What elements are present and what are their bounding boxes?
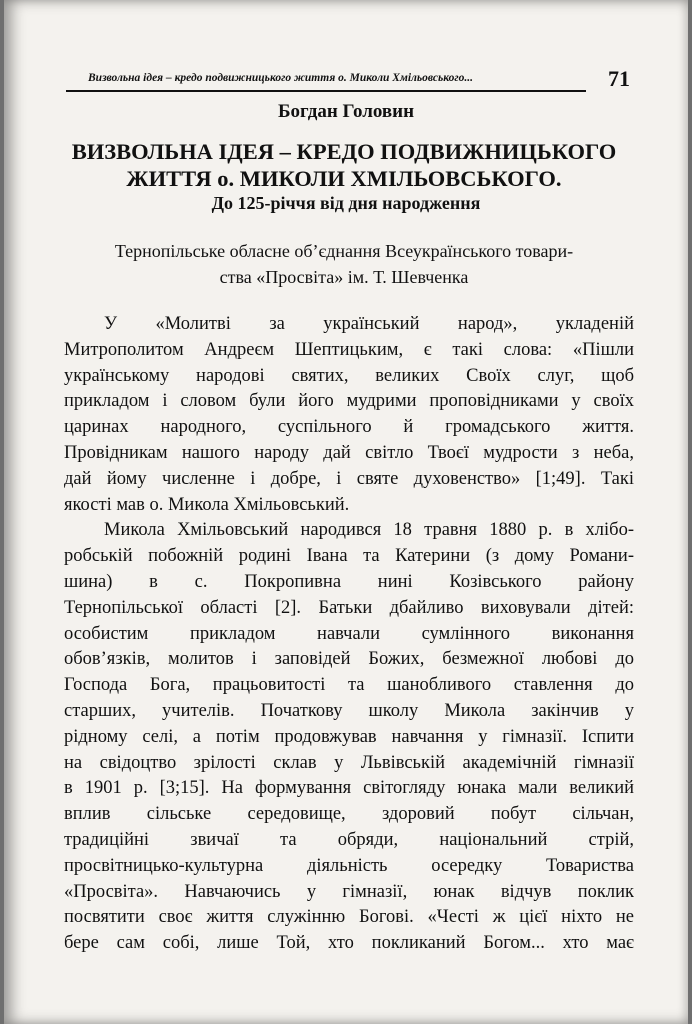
text-line: якості мав о. Микола Хмільовський.	[64, 494, 350, 515]
text-line: шина) в с. Покропивна нині Козівського району	[64, 571, 634, 592]
paragraph-1	[64, 312, 634, 518]
text-line: «Просвіта». Навчаючись у гімназії, юнак відчув поклик	[64, 881, 634, 902]
text-line: старших, учителів. Початкову школу Микола закінчив у	[64, 700, 634, 721]
text-line: Провідникам нашого народу дай світло Твоєї мудрости з неба,	[64, 442, 634, 463]
text-line: робській побожній родині Івана та Катерини (з дому Романи-	[64, 546, 634, 567]
text-line: бере сам собі, лише Той, хто покликаний Богом... хто має	[64, 933, 634, 954]
text-line: дай йому численне і добре, і святе духовенство» [1;49]. Такі	[64, 468, 634, 489]
text-line: традиційні звичаї та обряди, національний стрій,	[64, 829, 634, 850]
paragraph-2	[64, 518, 634, 957]
text-line: обов’язків, молитов і заповідей Божих, безмежної любові до	[64, 649, 634, 670]
text-line: прикладом і словом були його мудрими проповідниками у своїх	[64, 391, 634, 412]
text-line: в 1901 р. [3;15]. На формування світогляду юнака мали великий	[64, 778, 634, 799]
org-line-1: Тернопільське обласне об’єднання Всеукраїнського товари-	[114, 241, 574, 261]
text-line: особистим прикладом навчали сумлінного виконання	[64, 623, 634, 644]
page-number: 71	[608, 66, 630, 91]
text-line: Микола Хмільовський народився 18 травня 1880 р. в хлібо-	[104, 520, 634, 541]
article-title	[44, 138, 644, 192]
text-line: українському народові святих, великих Своїх слуг, щоб	[64, 365, 634, 386]
text-line: Митрополитом Андреєм Шептицьким, є такі слова: «Пішли	[64, 339, 634, 360]
author-name: Богдан Головин	[277, 101, 415, 122]
title-line-2: ЖИТТЯ о. МИКОЛИ ХМІЛЬОВСЬКОГО.	[126, 166, 562, 191]
running-header-text: Визвольна ідея – кредо подвижницького життя о. Миколи Хмільовського...	[88, 72, 474, 84]
article-body	[64, 312, 634, 957]
document-page	[4, 0, 688, 1024]
text-line: Тернопільської області [2]. Батьки дбайливо виховували дітей:	[64, 597, 634, 618]
text-line: вплив сільське середовище, здоровий побут сільчан,	[64, 804, 634, 825]
text-line: просвітницько-культурна діяльність осередку Товариства	[64, 855, 634, 876]
running-header	[66, 70, 586, 92]
text-line: посвятити своє життя служінню Богові. «Честі ж цієї ніхто не	[64, 907, 634, 928]
text-line: У «Молитві за український народ», укладеній	[104, 314, 634, 334]
text-line: царинах народного, суспільного й громадського життя.	[64, 417, 634, 438]
text-line: Господа Бога, працьовитості та шанобливого ставлення до	[64, 675, 634, 696]
organization-affiliation	[54, 238, 634, 290]
text-line: на свідоцтво зрілості склав у Львівській академічній гімназії	[64, 752, 634, 773]
text-line: рідному селі, а потім продовжував навчання у гімназії. Іспити	[64, 726, 634, 747]
org-line-2: ства «Просвіта» ім. Т. Шевченка	[219, 267, 469, 287]
article-subtitle: До 125-річчя від дня народження	[211, 193, 481, 213]
title-line-1: ВИЗВОЛЬНА ІДЕЯ – КРЕДО ПОДВИЖНИЦЬКОГО	[71, 139, 617, 164]
